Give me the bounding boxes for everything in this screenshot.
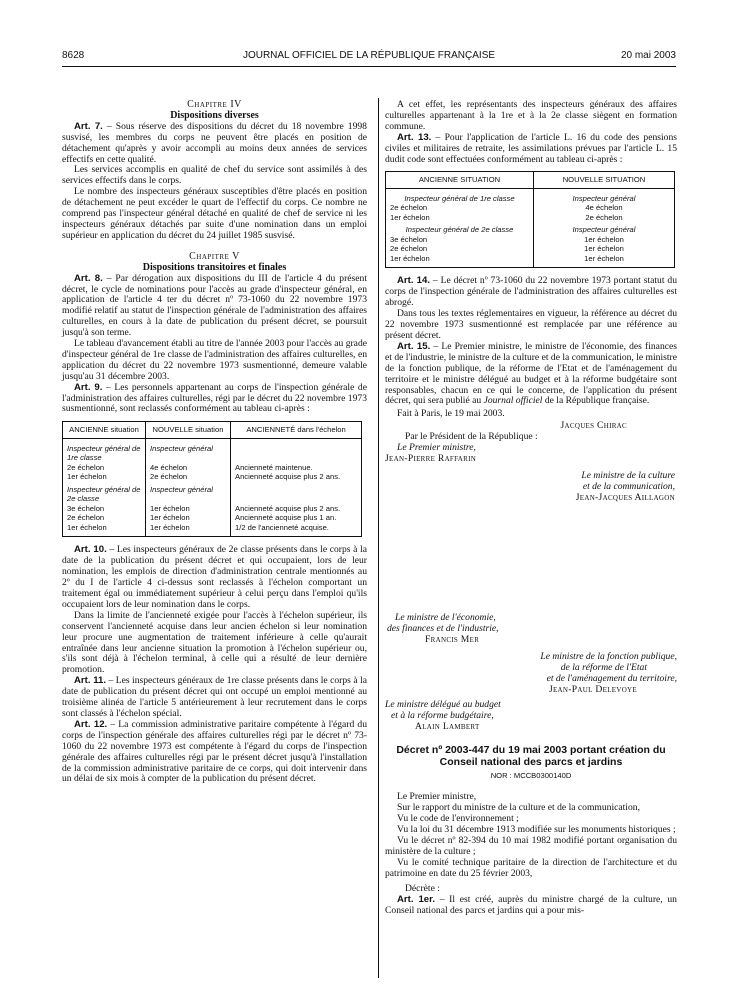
table-header: ANCIENNE situation [63, 422, 146, 439]
table-header: NOUVELLE situation [146, 422, 231, 439]
signatory-role: Le ministre délégué au budget [385, 699, 501, 710]
table-cell: Inspecteur général [146, 482, 231, 504]
article-9: Art. 9. – Les personnels appartenant au corps de l'inspection générale de l'administration des affaires culturelles, régi par le décret du 22 novembre 1973 susmentionné, sont reclassés conformément au tableau ci-après : [62, 381, 367, 415]
signatory-role: Le Premier ministre, [397, 442, 476, 454]
signatory-role: Le ministre de la fonction publique, [540, 651, 677, 662]
chapter-4-heading: Chapitre IV [187, 99, 242, 110]
decree-title: Décret nº 2003-447 du 19 mai 2003 portant création du Conseil national des parcs et jardins [396, 744, 666, 768]
table-cell: Inspecteur général [146, 438, 231, 463]
article-14: Art. 14. – Le décret nº 73-1060 du 22 novembre 1973 portant statut du corps de l'inspection générale de l'administration des affaires culturelles est abrogé. [385, 275, 677, 309]
article-13: Art. 13. – Pour l'application de l'article L. 16 du code des pensions civiles et militaires de retraite, les assimilations prévues par l'article L. 15 dudit code sont effectuées conformément au tableau ci-après : [385, 131, 677, 165]
chapter-4-title: Dispositions diverses [170, 109, 259, 121]
signatory-role: et de la communication, [582, 481, 675, 493]
signatory-role: Le ministre de l'économie, [395, 612, 496, 623]
paragraph: Vu le comité technique paritaire de la direction de l'architecture et du patrimoine en date du 25 février 2003, [385, 857, 677, 879]
signatory-role: des finances et de l'industrie, [387, 623, 499, 634]
paragraph: Le Premier ministre, [397, 791, 477, 802]
table-cell: Inspecteur général de 2e classe [386, 222, 534, 235]
article-7: Art. 7. – Sous réserve des dispositions du décret du 18 novembre 1998 susvisé, les membres du corps ne peuvent être placés en position de détachement qu'après y avoir accompli au moins deux années de services effectifs en cette qualité. [62, 120, 367, 165]
issue-date: 20 mai 2003 [620, 50, 676, 61]
article-8: Art. 8. – Par dérogation aux dispositions du III de l'article 4 du présent décret, le cycle de nominations pour l'accès au grade d'inspecteur général, en application de l'article 4 ter du décret nº 73-1060 du 22 novembre 1973 modifié relatif au statut de l'inspection générale de l'administration des affaires culturelles, en cours à la date de publication du présent décret, se poursuit jusqu'à son terme. [62, 272, 367, 339]
table-header: ANCIENNETÉ dans l'échelon [231, 422, 362, 439]
signatures [385, 420, 677, 503]
column-divider [378, 98, 379, 978]
paragraph: A cet effet, les représentants des inspecteurs généraux des affaires culturelles appartenant à la 1re et à la 2e classe siègent en formation commune. [385, 99, 677, 132]
table-row: 3e échelon 1er échelon Ancienneté acquise plus 2 ans. [63, 504, 362, 514]
table-row: 2e échelon 4e échelon Ancienneté maintenue. [63, 463, 362, 473]
signatory-name: Alain Lambert [415, 721, 480, 732]
right-column [385, 100, 677, 503]
paragraph: Le nombre des inspecteurs généraux susceptibles d'être placés en position de détachement ne peut excéder le quart de l'effectif du corps. Ce nombre ne comprend pas l'inspecteur général détaché en qualité de chef de service ni les inspecteurs généraux détachés par suite d'une nomination dans un emploi supérieur en application du décret du 24 juillet 1985 susvisé. [62, 186, 367, 241]
signature-line: Par le Président de la République : [405, 431, 538, 443]
table-row: 1er échelon 1er échelon [386, 254, 675, 268]
paragraph: Le tableau d'avancement établi au titre de l'année 2003 pour l'accès au grade d'inspecteur général de 1re classe de l'administration des affaires culturelles, en application du décret du 22 novembre 1973 susmentionné, demeure valable jusqu'au 31 décembre 2003. [62, 338, 367, 382]
table-header: NOUVELLE SITUATION [534, 172, 675, 189]
paragraph: Vu le code de l'environnement ; [397, 813, 519, 824]
paragraph: Sur le rapport du ministre de la culture et de la communication, [397, 802, 640, 813]
signatory-role: Le ministre de la culture [581, 470, 675, 482]
decrete: Décrète : [405, 883, 440, 894]
table-cell: Inspecteur général de 1re classe [386, 188, 534, 203]
signatures-lower [385, 612, 677, 916]
signatory-name: Jean-Paul Delevoye [548, 684, 637, 695]
journal-title: JOURNAL OFFICIEL DE LA RÉPUBLIQUE FRANÇAISE [242, 50, 496, 61]
signature-date: Fait à Paris, le 19 mai 2003. [397, 408, 505, 420]
signatory-president: Jacques Chirac [560, 420, 627, 432]
table-header: ANCIENNE SITUATION [386, 172, 534, 189]
table-cell: Inspecteur général [534, 188, 675, 203]
signatory-role: et à la réforme budgétaire, [391, 710, 494, 721]
paragraph: Dans tous les textes réglementaires en vigueur, la référence au décret du 22 novembre 1973 susmentionné est remplacée par une référence au présent décret. [385, 308, 677, 341]
paragraph: Les services accomplis en qualité de chef du service sont assimilés à des services effectifs dans le corps. [62, 164, 367, 187]
page-header [62, 50, 676, 64]
article-12: Art. 12. – La commission administrative paritaire compétente à l'égard du corps de l'inspection générale des affaires culturelles régi par le décret nº 73-1060 du 22 novembre 1973 est compétente à l'égard du corps de l'inspection générale des affaires culturelles régi par le présent décret jusqu'à l'installation de la commission administrative paritaire de ce corps, qui doit intervenir dans un délai de six mois à compter de la publication du présent décret. [62, 718, 368, 785]
table-row: 1er échelon 1er échelon 1/2 de l'ancienneté acquise. [63, 523, 362, 537]
article-11: Art. 11. – Les inspecteurs généraux de 1re classe présents dans le corps à la date de publication du présent décret qui ont occupé un emploi mentionné au troisième alinéa de l'article 5 antérieurement à leur recrutement dans le corps sont classés à l'échelon spécial. [62, 675, 367, 719]
page-number: 8628 [62, 50, 85, 61]
table-row: 2e échelon 1er échelon [386, 244, 675, 254]
paragraph: Vu le décret nº 82-394 du 10 mai 1982 modifié portant organisation du ministère de la culture ; [385, 835, 677, 857]
signatory-role: de la réforme de l'Etat [560, 662, 647, 673]
table-row: 3e échelon 1er échelon [386, 235, 675, 245]
chapter-5-title: Dispositions transitoires et finales [142, 261, 287, 273]
table-cell: Inspecteur général de 1re classe [63, 438, 146, 463]
signatory-name: Francis Mer [425, 634, 480, 645]
table-cell: Inspecteur général [534, 222, 675, 235]
reclassification-table [62, 421, 362, 537]
table-row: 1er échelon 2e échelon [386, 213, 675, 223]
left-column [62, 100, 367, 785]
article-10: Art. 10. – Les inspecteurs généraux de 2e classe présents dans le corps à la date de la publication du présent décret et qui occupaient, lors de leur nomination, les emplois de direction d'administration centrale mentionnés au 2º du I de l'article 4 ci-dessus sont reclassés à l'échelon comportant un traitement égal ou immédiatement supérieur à celui perçu dans l'emploi qu'ils occupaient lors de leur nomination dans le corps. [62, 544, 367, 610]
table-row: 2e échelon 4e échelon [386, 203, 675, 213]
table-cell: Inspecteur général de 2e classe [63, 482, 146, 504]
header-rule [62, 66, 676, 67]
article-15: Art. 15. – Le Premier ministre, le ministre de l'économie, des finances et de l'industrie, le ministre de la culture et de la communication, le ministre de la fonction publique, de la réforme de l'Etat et de l'aménagement du territoire et le ministre délégué au budget et à la réforme budgétaire sont responsables, chacun en ce qui le concerne, de l'application du présent décret, qui sera publié au Journal officiel de la République française. [385, 340, 677, 407]
signatory-name: Jean-Pierre Raffarin [385, 453, 477, 465]
pension-table [385, 171, 675, 268]
table-row: 1er échelon 2e échelon Ancienneté acquise plus 2 ans. [63, 472, 362, 482]
decree-nor: NOR : MCCB0300140D [490, 771, 572, 780]
paragraph: Vu la loi du 31 décembre 1913 modifiée sur les monuments historiques ; [397, 824, 676, 835]
signatory-role: et de l'aménagement du territoire, [546, 673, 677, 684]
signatory-name: Jean-Jacques Aillagon [575, 492, 675, 504]
chapter-5-heading: Chapitre V [189, 250, 240, 262]
paragraph: Dans la limite de l'ancienneté exigée pour l'accès à l'échelon supérieur, ils conservent l'ancienneté acquise dans leur ancien échelon si leur nomination leur procure une augmentation de traitement inférieure à celle qu'aurait entraînée dans leur ancienne situation la promotion à l'échelon supérieur ou, s'ils sont déjà à l'échelon terminal, à celle qui a résulté de leur dernière promotion. [62, 609, 367, 676]
article-1: Art. 1er. – Il est créé, auprès du ministre chargé de la culture, un Conseil national des parcs et jardins qui a pour mis- [385, 894, 677, 916]
table-row: 2e échelon 1er échelon Ancienneté acquise plus 1 an. [63, 513, 362, 523]
